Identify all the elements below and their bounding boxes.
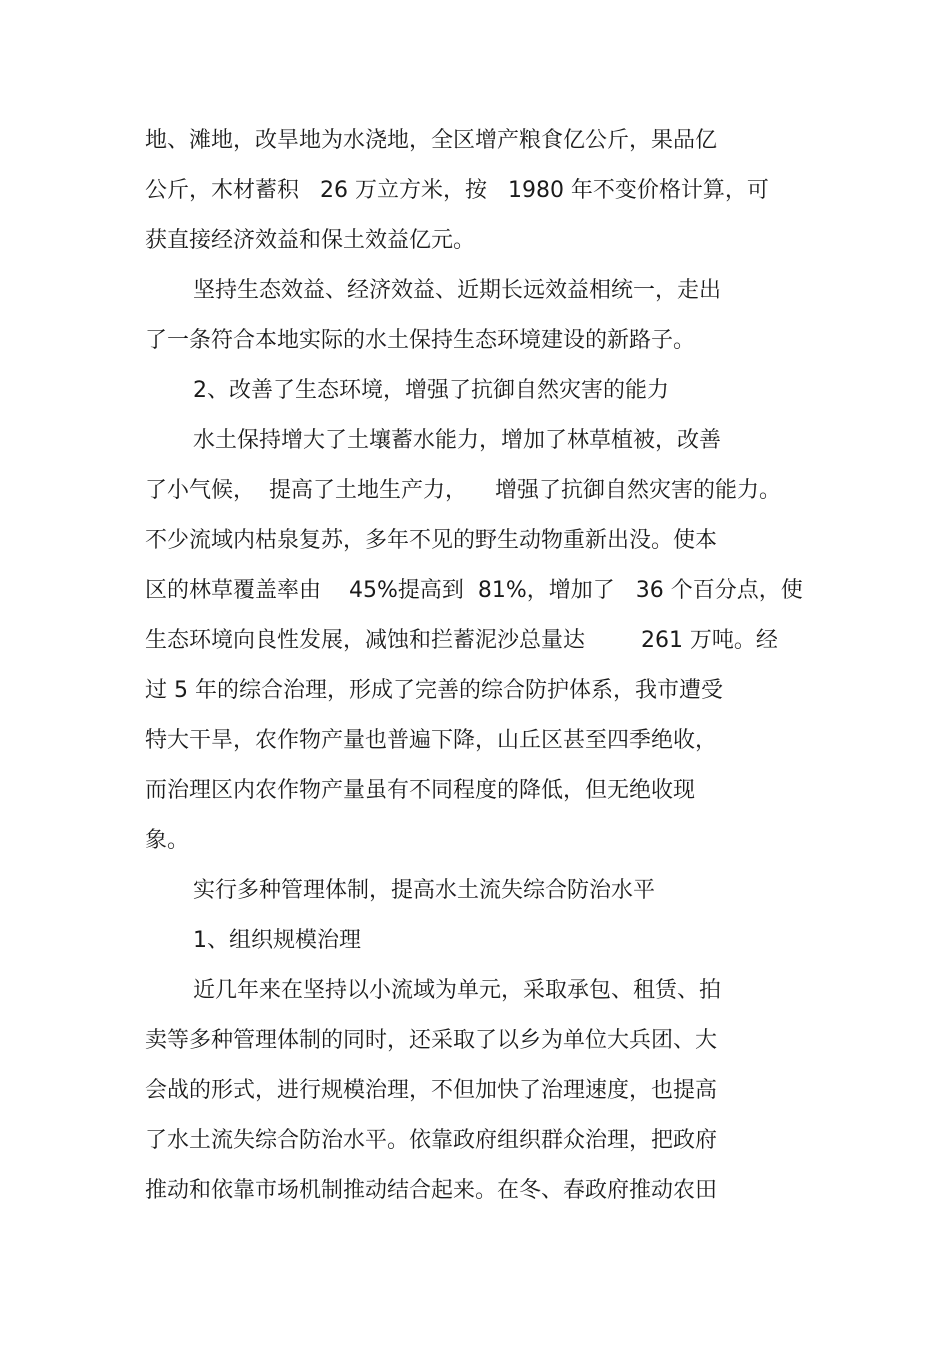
paragraph-first-line: 坚持生态效益、经济效益、近期长远效益相统一，走出 <box>193 278 722 303</box>
text-line: 特大干旱，农作物产量也普遍下降，山丘区甚至四季绝收， <box>145 728 718 753</box>
text-line: 了一条符合本地实际的水土保持生态环境建设的新路子。 <box>145 328 696 353</box>
paragraph-first-line: 水土保持增大了土壤蓄水能力，增加了林草植被，改善 <box>193 428 722 453</box>
text-line: 象。 <box>145 828 190 853</box>
text-line: 过 5 年的综合治理，形成了完善的综合防护体系，我市遭受 <box>145 678 723 703</box>
text-line: 公斤，木材蓄积 26 万立方米，按 1980 年不变价格计算，可 <box>145 178 769 203</box>
subsection-heading: 1、组织规模治理 <box>193 928 361 953</box>
text-line: 地、滩地，改旱地为水浇地，全区增产粮食亿公斤，果品亿 <box>145 128 718 153</box>
text-line: 会战的形式，进行规模治理，不但加快了治理速度，也提高 <box>145 1078 718 1103</box>
text-line: 区的林草覆盖率由 45%提高到 81%，增加了 36 个百分点，使 <box>145 578 803 603</box>
text-line: 推动和依靠市场机制推动结合起来。在冬、春政府推动农田 <box>145 1178 718 1203</box>
text-line: 了小气候， 提高了土地生产力， 增强了抗御自然灾害的能力。 <box>145 478 781 503</box>
section-heading: 实行多种管理体制，提高水土流失综合防治水平 <box>193 878 656 903</box>
text-line: 了水土流失综合防治水平。依靠政府组织群众治理，把政府 <box>145 1128 718 1153</box>
text-line: 不少流域内枯泉复苏，多年不见的野生动物重新出没。使本 <box>145 528 718 553</box>
paragraph-first-line: 近几年来在坚持以小流域为单元，采取承包、租赁、拍 <box>193 978 722 1003</box>
section-heading: 2、改善了生态环境，增强了抗御自然灾害的能力 <box>193 378 669 403</box>
text-line: 获直接经济效益和保土效益亿元。 <box>145 228 476 253</box>
text-line: 而治理区内农作物产量虽有不同程度的降低，但无绝收现 <box>145 778 696 803</box>
text-line: 生态环境向良性发展，减蚀和拦蓄泥沙总量达 261 万吨。经 <box>145 628 778 653</box>
text-line: 卖等多种管理体制的同时，还采取了以乡为单位大兵团、大 <box>145 1028 718 1053</box>
